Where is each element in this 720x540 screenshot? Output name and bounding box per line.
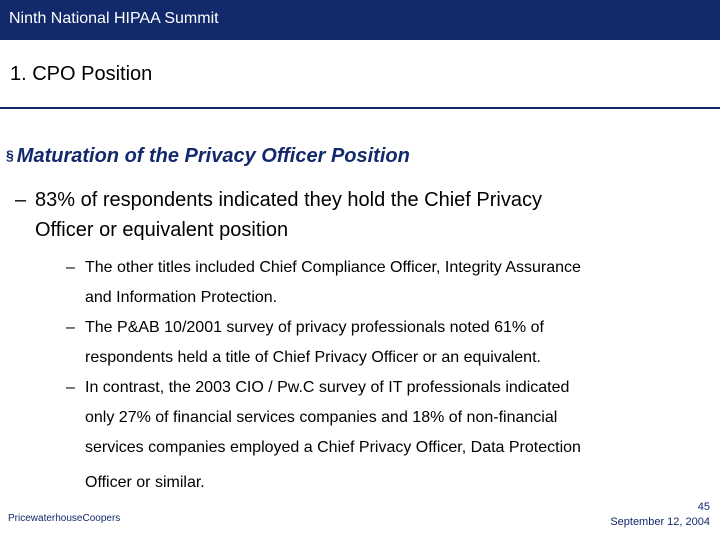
- sub-bullet-line: services companies employed a Chief Privacy Officer, Data Protection: [85, 439, 581, 456]
- sub-bullet-line: In contrast, the 2003 CIO / Pw.C survey of IT professionals indicated: [85, 379, 570, 396]
- sub-bullet-line: Officer or similar.: [85, 474, 205, 491]
- bullet-marker-icon: §: [6, 147, 14, 163]
- sub-bullet-item: [66, 313, 716, 373]
- page-number: 45: [697, 501, 710, 513]
- level2-bullet-line1: 83% of respondents indicated they hold the Chief Privacy: [35, 189, 542, 211]
- footer-right: [610, 500, 710, 530]
- sub-bullet-list: [66, 253, 716, 498]
- footer-date: September 12, 2004: [610, 516, 710, 528]
- header-bar: [0, 0, 720, 40]
- sub-bullet-line: The P&AB 10/2001 survey of privacy professionals noted 61% of: [85, 319, 544, 336]
- main-bullet-text: Maturation of the Privacy Officer Position: [16, 145, 410, 167]
- dash-marker: –: [66, 259, 75, 276]
- dash-marker: –: [66, 379, 75, 396]
- main-bullet: [6, 142, 410, 169]
- footer-company: PricewaterhouseCoopers: [8, 513, 121, 524]
- slide-title: 1. CPO Position: [10, 63, 153, 85]
- title-divider: [0, 107, 720, 109]
- dash-marker: –: [15, 189, 27, 211]
- level2-bullet-line2: Officer or equivalent position: [35, 219, 289, 241]
- sub-bullet-line: The other titles included Chief Compliance Officer, Integrity Assurance: [85, 259, 581, 276]
- sub-bullet-line: only 27% of financial services companies and 18% of non-financial: [85, 409, 558, 426]
- header-title: Ninth National HIPAA Summit: [9, 10, 219, 27]
- sub-bullet-line: respondents held a title of Chief Privacy Officer or an equivalent.: [85, 349, 541, 366]
- level2-bullet: [15, 185, 705, 245]
- sub-bullet-item: [66, 373, 716, 498]
- sub-bullet-line: and Information Protection.: [85, 289, 278, 306]
- sub-bullet-item: [66, 253, 716, 313]
- dash-marker: –: [66, 319, 75, 336]
